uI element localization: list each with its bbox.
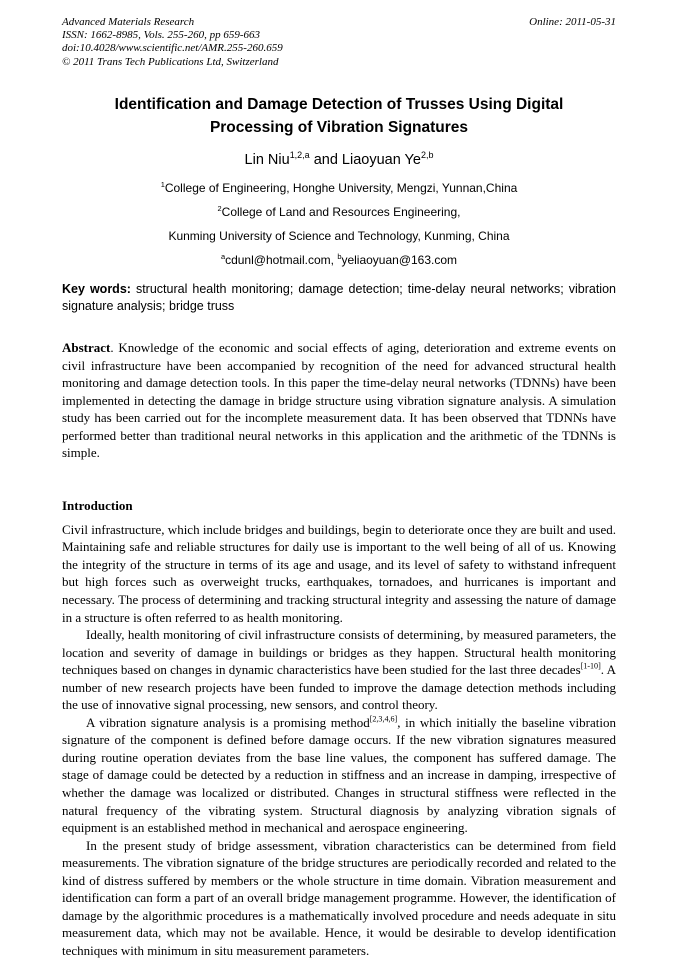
intro-paragraph-1: Civil infrastructure, which include bridges and buildings, begin to deteriorate once they are built and used. Maintaining safe and reliable structures for daily use is important to the well being of all of us. Knowing the integrity of the structure in terms of its age and usage, and its level of safety to withstand infrequent but high forces such as overweight trucks, earthquakes, tornadoes, and hurricanes is important and necessary. The process of determining and tracking structural integrity and assessing the nature of damage in a structure is often referred to as health monitoring. (62, 521, 616, 625)
abstract-label: Abstract (62, 340, 111, 355)
emails-line (62, 253, 616, 267)
intro-paragraph-3-text-cont: , in which initially the baseline vibration signature of the component is defined before damage occurs. If the new vibration signatures measured during routine operation deviates from the base line values, the component has suffered damage. The stage of damage could be detected by a reduction in stiffness and an increase in damping, irrespective of whether the damage was localized or distributed. Changes in structural stiffness were reflected in the natural frequency of the vibrating system. Structural diagnosis by analyzing vibration signals of equipment is an established method in mechanical and aerospace engineering. (62, 714, 616, 836)
intro-paragraph-3-text: A vibration signature analysis is a promising method (86, 714, 370, 730)
affiliation-2-superscript: 2 (217, 204, 222, 214)
journal-name: Advanced Materials Research (62, 16, 195, 28)
keywords-label: Key words: (62, 282, 131, 297)
email-b: yeliaoyuan@163.com (341, 253, 458, 268)
intro-paragraph-2-text-cont: . A number of new research projects have been funded to improve the damage detection methods including the use of innovative signal processing, new sensors, and control theory. (62, 662, 616, 713)
affiliation-1-text: College of Engineering, Honghe University, Mengzi, Yunnan,China (164, 181, 518, 196)
section-heading-introduction: Introduction (62, 497, 133, 513)
citation-ref-1-10: [1-10] (580, 661, 601, 671)
email-a-superscript: a (220, 252, 226, 262)
affiliations-block (62, 181, 616, 267)
paper-title: Identification and Damage Detection of Trusses Using Digital Processing of Vibration Signatures (114, 95, 564, 136)
affiliation-2-text: College of Land and Resources Engineering, (221, 205, 461, 220)
intro-paragraph-2-text: Ideally, health monitoring of civil infrastructure consists of determining, by measured parameters, the location and severity of damage in buildings or bridges as they happen. Structural health monitoring techniques based on changes in dynamic characteristics have been studied for the last three decades (62, 627, 616, 678)
publication-header-row (62, 16, 616, 29)
citation-ref-2346: [2,3,4,6] (369, 714, 398, 724)
keywords-paragraph (62, 281, 616, 315)
keywords-text: structural health monitoring; damage detection; time-delay neural networks; vibration signature analysis; bridge truss (62, 282, 616, 314)
intro-paragraph-4: In the present study of bridge assessment, vibration characteristics can be determined from field measurements. The vibration signature of the bridge structures are periodically recorded and related to the kind of distress suffered by members or the whole structure in time domain. Vibration measurement and identification can form a part of an overall bridge management programme. However, the identification of damage by the algorithmic procedures is a mathematically involved procedure and needs adequate in situ measurement data, which may not be available. Hence, it would be desirable to develop identification techniques with minimum in situ measurement parameters. (62, 837, 616, 958)
copyright-line: © 2011 Trans Tech Publications Ltd, Switzerland (62, 55, 279, 68)
abstract-text: . Knowledge of the economic and social effects of aging, deterioration and extreme events on civil infrastructure have been accompanied by recognition of the need for advanced structural health monitoring and damage detection tools. In this paper the time-delay neural networks (TDNNs) have been implemented in detecting the damage in bridge structure using vibration signature analysis. A simulation study has been carried out for the incomplete measurement data. It has been observed that TDNNs have performed better than traditional neural networks in this application and the arithmetic of the TDNNs is simple. (62, 340, 616, 461)
author-1-superscript: 1,2,a (289, 150, 310, 161)
affiliation-3-text: Kunming University of Science and Technology, Kunming, China (168, 229, 510, 244)
online-date: Online: 2011-05-31 (529, 16, 616, 28)
authors-line (62, 152, 616, 168)
publication-header (62, 16, 616, 69)
author-name-2: and Liaoyuan Ye (309, 152, 421, 169)
email-b-superscript: b (337, 252, 342, 262)
affiliation-line-2 (62, 205, 616, 219)
issn-line: ISSN: 1662-8985, Vols. 255-260, pp 659-663 (62, 29, 260, 42)
doi-line: doi:10.4028/www.scientific.net/AMR.255-260.659 (62, 42, 283, 55)
abstract-paragraph (62, 339, 616, 462)
author-name-1: Lin Niu (244, 152, 290, 169)
intro-paragraph-3 (62, 714, 616, 837)
affiliation-line-3 (62, 229, 616, 243)
author-2-superscript: 2,b (420, 150, 434, 161)
email-a: cdunl@hotmail.com, (225, 253, 338, 268)
affiliation-1-superscript: 1 (160, 180, 165, 190)
affiliation-line-1 (62, 181, 616, 195)
intro-paragraph-2 (62, 626, 616, 714)
